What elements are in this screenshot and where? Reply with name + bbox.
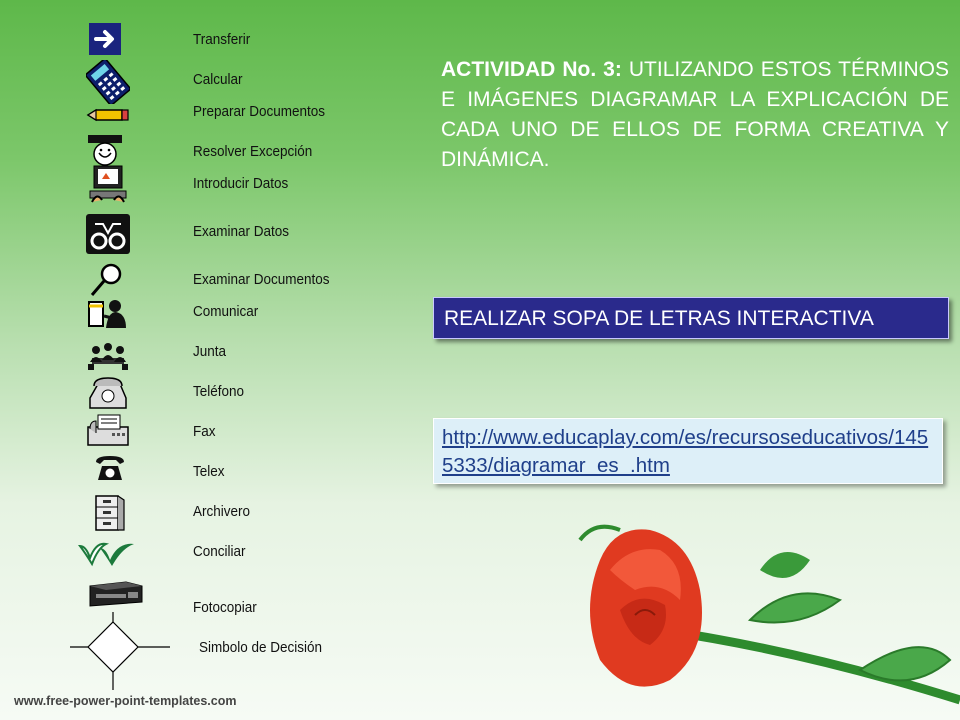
label-examinar-documentos: Examinar Documentos	[193, 271, 330, 288]
educaplay-link[interactable]: http://www.educaplay.com/es/recursoseducativos/1455333/diagramar_es_.htm	[442, 426, 929, 477]
label-comunicar: Comunicar	[193, 303, 259, 320]
activity-body: UTILIZANDO ESTOS TÉRMINOS E IMÁGENES DIAGRAMAR LA EXPLICACIÓN DE CADA UNO DE ELLOS DE FORMA CREATIVA Y DINÁMICA.	[441, 58, 949, 171]
activity-heading: ACTIVIDAD No. 3:	[441, 58, 622, 81]
label-telex: Telex	[193, 463, 225, 480]
calculator-icon	[86, 60, 130, 104]
word-search-button[interactable]: REALIZAR SOPA DE LETRAS INTERACTIVA	[433, 297, 949, 339]
decision-diamond-icon	[70, 612, 170, 690]
fax-icon	[86, 413, 132, 449]
meeting-icon	[86, 340, 130, 372]
label-examinar-datos: Examinar Datos	[193, 223, 290, 240]
pencil-icon	[86, 107, 130, 123]
file-cabinet-icon	[94, 494, 126, 532]
rotary-phone-icon	[94, 454, 126, 482]
label-archivero: Archivero	[193, 503, 251, 520]
checkmarks-icon	[78, 538, 136, 568]
link-box	[433, 418, 943, 484]
desk-phone-icon	[86, 376, 130, 412]
label-calcular: Calcular	[193, 71, 243, 88]
label-conciliar: Conciliar	[193, 543, 246, 560]
computer-hands-icon	[88, 164, 128, 204]
label-preparar-documentos: Preparar Documentos	[193, 103, 326, 120]
label-simbolo-decision: Simbolo de Decisión	[199, 639, 323, 656]
label-fax: Fax	[193, 423, 216, 440]
binoculars-icon	[86, 214, 130, 254]
label-introducir-datos: Introducir Datos	[193, 175, 289, 192]
arrow-right-icon	[89, 23, 121, 55]
photocopier-icon	[86, 580, 146, 610]
activity-text	[441, 55, 949, 175]
magnifier-icon	[88, 262, 124, 298]
label-telefono: Teléfono	[193, 383, 245, 400]
footer-url: www.free-power-point-templates.com	[14, 694, 237, 708]
rose-image	[540, 520, 960, 720]
label-transferir: Transferir	[193, 31, 251, 48]
label-resolver-excepcion: Resolver Excepción	[193, 143, 313, 160]
person-door-icon	[88, 296, 128, 330]
helmet-face-icon	[86, 133, 124, 167]
label-fotocopiar: Fotocopiar	[193, 599, 257, 616]
label-junta: Junta	[193, 343, 227, 360]
